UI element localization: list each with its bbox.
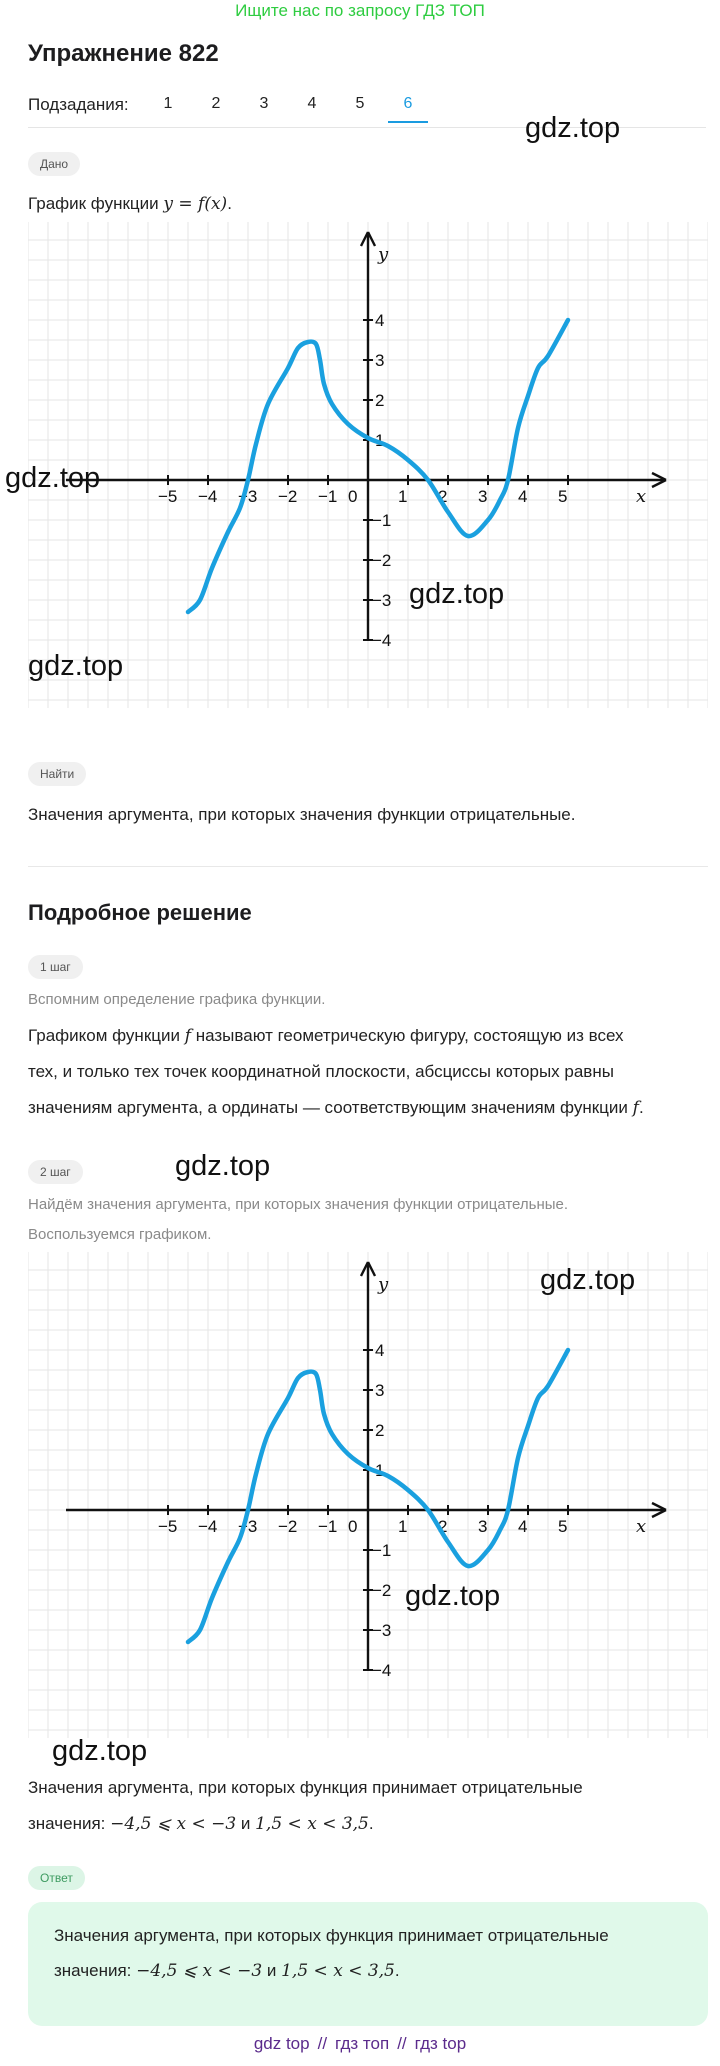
x-tick-label: 4 xyxy=(518,1517,528,1536)
watermark: gdz.top xyxy=(5,462,101,494)
step1-line3-a: значениям аргумента, а ординаты — соответствующим значениям функции xyxy=(28,1098,633,1117)
step2-and: и xyxy=(236,1814,256,1833)
y-tick-label: −4 xyxy=(372,631,392,650)
watermark: gdz.top xyxy=(540,1264,636,1296)
step2-interval-2: 1,5 < x < 3,5 xyxy=(255,1814,369,1834)
y-tick-label: 4 xyxy=(375,311,385,330)
answer-line2 xyxy=(54,1953,694,1989)
y-tick-label: 1 xyxy=(375,431,385,450)
y-tick-label: 2 xyxy=(375,1421,385,1440)
x-tick-label: −2 xyxy=(278,487,298,506)
step1-hint: Вспомним определение графика функции. xyxy=(28,991,326,1008)
step2-badge: 2 шаг xyxy=(28,1160,83,1184)
step2-hint1: Найдём значения аргумента, при которых значения функции отрицательные. xyxy=(28,1196,569,1213)
x-tick-label: −5 xyxy=(158,1517,178,1536)
x-tick-label: −3 xyxy=(238,1517,258,1536)
given-formula: y = f(x) xyxy=(163,194,228,214)
x-tick-label: 1 xyxy=(398,1517,408,1536)
x-tick-label: 3 xyxy=(478,1517,488,1536)
x-tick-label: 0 xyxy=(348,487,358,506)
x-axis-label: x xyxy=(636,486,647,507)
subtask-tab-1[interactable]: 1 xyxy=(163,95,173,112)
answer-line1: Значения аргумента, при которых функция принимает отрицательные xyxy=(54,1926,609,1945)
footer-sep-1: // xyxy=(317,2034,328,2053)
y-tick-label: 4 xyxy=(375,1341,385,1360)
find-badge: Найти xyxy=(28,762,86,786)
answer-box xyxy=(28,1902,708,2026)
solution-heading: Подробное решение xyxy=(28,900,252,925)
answer-badge: Ответ xyxy=(28,1866,85,1890)
answer-and: и xyxy=(262,1961,282,1980)
answer-interval-2: 1,5 < x < 3,5 xyxy=(281,1961,395,1981)
step2-result-line1: Значения аргумента, при которых функция принимает отрицательные xyxy=(28,1778,583,1797)
answer-text xyxy=(54,1918,694,1989)
step1-f-symbol-2: f xyxy=(632,1098,639,1118)
step1-badge: 1 шаг xyxy=(28,955,83,979)
exercise-title: Упражнение 822 xyxy=(28,40,219,67)
step2-result-line2 xyxy=(28,1806,708,1842)
y-tick-label: 1 xyxy=(375,1461,385,1480)
step2-interval-1: −4,5 ⩽ x < −3 xyxy=(110,1814,237,1834)
y-tick-label: −1 xyxy=(372,1541,392,1560)
x-tick-label: 2 xyxy=(438,1517,448,1536)
step2-hint2: Воспользуемся графиком. xyxy=(28,1226,212,1243)
subtask-tab-3[interactable]: 3 xyxy=(259,95,269,112)
step1-line2: тех, и только тех точек координатной плоскости, абсциссы которых равны xyxy=(28,1062,614,1081)
step1-line3 xyxy=(28,1090,708,1126)
y-tick-label: −2 xyxy=(372,1581,392,1600)
graph-svg-2 xyxy=(28,1252,708,1738)
y-axis-label: y xyxy=(378,244,389,265)
step1-line3-b: . xyxy=(638,1098,644,1117)
given-text xyxy=(28,186,708,222)
step1-f-symbol: f xyxy=(184,1026,192,1046)
step2-end: . xyxy=(368,1814,374,1833)
subtask-tab-5[interactable]: 5 xyxy=(355,95,365,112)
subtask-tab-4[interactable]: 4 xyxy=(307,95,317,112)
find-text: Значения аргумента, при которых значения функции отрицательные. xyxy=(28,805,576,824)
function-graph-2 xyxy=(28,1252,708,1738)
y-tick-label: −3 xyxy=(372,1621,392,1640)
watermark: gdz.top xyxy=(409,578,505,610)
watermark: gdz.top xyxy=(28,650,124,682)
given-text-prefix: График функции xyxy=(28,194,164,213)
x-tick-label: 4 xyxy=(518,487,528,506)
given-text-suffix: . xyxy=(227,194,232,213)
footer-links xyxy=(0,2034,720,2054)
x-tick-label: 2 xyxy=(438,487,448,506)
given-badge: Дано xyxy=(28,152,80,176)
footer-sep-2: // xyxy=(397,2034,407,2053)
y-axis-label: y xyxy=(378,1274,389,1295)
x-tick-label: −4 xyxy=(198,487,218,506)
answer-prefix: значения: xyxy=(54,1961,137,1980)
x-tick-label: 5 xyxy=(558,1517,568,1536)
footer-link-1[interactable]: gdz top xyxy=(253,2034,310,2053)
x-tick-label: −2 xyxy=(278,1517,298,1536)
step1-line1-b: называют геометрическую фигуру, состоящую из всех xyxy=(191,1026,624,1045)
step2-result-prefix: значения: xyxy=(28,1814,111,1833)
x-tick-label: 5 xyxy=(558,487,568,506)
section-divider xyxy=(28,866,708,867)
x-tick-label: −1 xyxy=(318,1517,338,1536)
x-tick-label: −3 xyxy=(238,487,258,506)
graph-svg-1 xyxy=(28,222,708,708)
watermark: gdz.top xyxy=(52,1735,148,1767)
footer-link-3[interactable]: гдз top xyxy=(414,2034,467,2053)
y-tick-label: −4 xyxy=(372,1661,392,1680)
subtask-tab-6[interactable]: 6 xyxy=(388,95,428,123)
x-tick-label: 1 xyxy=(398,487,408,506)
watermark: gdz.top xyxy=(175,1150,271,1182)
x-tick-label: −5 xyxy=(158,487,178,506)
x-tick-label: −1 xyxy=(318,487,338,506)
y-tick-label: −3 xyxy=(372,591,392,610)
answer-end: . xyxy=(394,1961,400,1980)
y-tick-label: 3 xyxy=(375,351,385,370)
watermark: gdz.top xyxy=(405,1580,501,1612)
x-tick-label: −4 xyxy=(198,1517,218,1536)
y-tick-label: −2 xyxy=(372,551,392,570)
y-tick-label: 3 xyxy=(375,1381,385,1400)
y-tick-label: 2 xyxy=(375,391,385,410)
x-tick-label: 3 xyxy=(478,487,488,506)
step1-line1 xyxy=(28,1018,708,1054)
watermark: gdz.top xyxy=(525,112,621,144)
search-banner: Ищите нас по запросу ГДЗ ТОП xyxy=(235,1,485,20)
answer-interval-1: −4,5 ⩽ x < −3 xyxy=(136,1961,263,1981)
y-tick-label: −1 xyxy=(372,511,392,530)
x-axis-label: x xyxy=(636,1516,647,1537)
x-tick-label: 0 xyxy=(348,1517,358,1536)
step1-line1-a: Графиком функции xyxy=(28,1026,185,1045)
subtask-tab-2[interactable]: 2 xyxy=(211,95,221,112)
function-graph-1 xyxy=(28,222,708,708)
footer-link-2[interactable]: гдз топ xyxy=(335,2034,390,2053)
subtasks-label: Подзадания: xyxy=(28,95,129,114)
